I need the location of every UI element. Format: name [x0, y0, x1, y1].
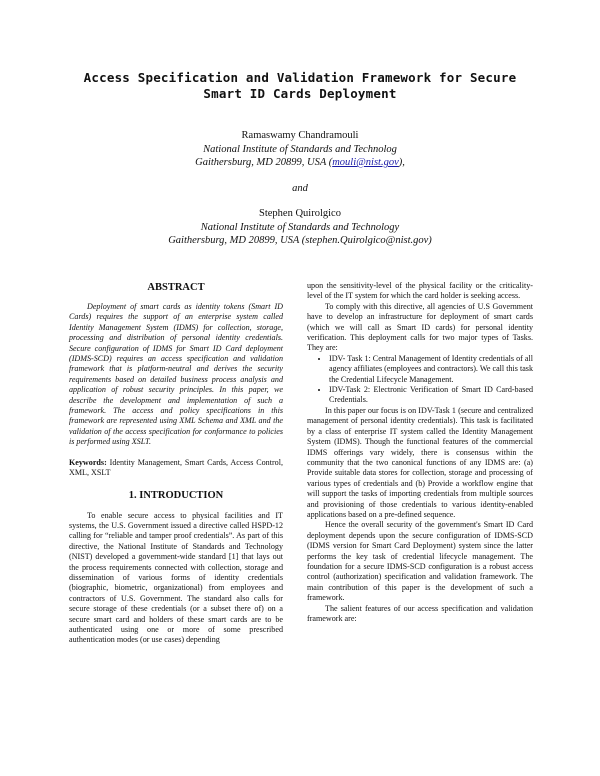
task-list	[307, 354, 533, 406]
author-1-email-link[interactable]: mouli@nist.gov	[332, 157, 399, 168]
author-and: and	[292, 183, 308, 194]
paper-title	[40, 70, 560, 102]
author-2-affiliation: National Institute of Standards and Technology	[200, 221, 400, 233]
author-1-affiliation: National Institute of Standards and Technolog	[203, 143, 397, 155]
keywords	[69, 458, 283, 479]
author-block-2	[40, 207, 560, 248]
author-1-address	[40, 156, 560, 170]
title-line-2: Smart ID Cards Deployment	[203, 86, 397, 101]
right-paragraph-4: Hence the overall security of the government's Smart ID Card deployment depends upon the secure configuration of IDMS-SCD (IDMS version for Smart Card Deployment) system since the latter performs the key task of credential lifecycle management. The foundation for a secure IDMS-SCD configuration is a robust access control (authorization) specification and validation framework. The main contribution of this paper is the development of such a framework.	[307, 520, 533, 603]
author-1-address-suffix: ),	[398, 157, 405, 168]
intro-paragraph-1: To enable secure access to physical facilities and IT systems, the U.S. Government issued a directive called HSPD-12 calling for “reliable and tamper proof credentials”. As part of this directive, the National Institute of Standards and Technology (NIST) developed a government-wide standard [1] that lays out the process requirements connected with collection, storage and dissemination of various forms of identity credentials (biographic, biometric, organizational) from employees and contractors of U.S. Government. The standard also calls for secure storage of these credentials (or a subset there of) on a secure smart card and holders of these smart cards are to be authenticated using one or more of some prescribed authentication modes (or use cases) depending	[69, 510, 283, 645]
title-line-1: Access Specification and Validation Framework for Secure	[83, 70, 517, 85]
keywords-text: Identity Management, Smart Cards, Access Control, XML, XSLT	[69, 457, 283, 478]
abstract-heading: ABSTRACT	[147, 282, 205, 293]
task-list-item: • IDV- Task 1: Central Management of Identity credentials of all agency affiliates (employees and contractors). We call this task the Credential Lifecycle Management.	[329, 354, 533, 385]
abstract-body: Deployment of smart cards as identity tokens (Smart ID Cards) requires the support of an enterprise system called Identity Management System (IDMS) for collection, storage, processing and distribution of personal identity credentials. Secure configuration of IDMS for Smart ID Card deployment (IDMS-SCD) requires an access specification and validation framework that is platform-neutral and derives the security requirements based on detailed business process analysis and application of robust security principles. In this paper, we describe the development and implementation of such a framework. The access and policy specifications in this framework are represented using XML Schema and XML and the validation of the access specification for conformance to policies is performed using XSLT.	[69, 302, 283, 447]
author-1-name: Ramaswamy Chandramouli	[241, 130, 359, 141]
right-column	[307, 281, 533, 624]
author-block-1	[40, 129, 560, 170]
introduction-heading: 1. INTRODUCTION	[128, 489, 224, 501]
left-column	[69, 281, 283, 646]
keywords-label: Keywords:	[69, 457, 107, 467]
task-list-item: • IDV-Task 2: Electronic Verification of Smart ID Card-based Credentials.	[329, 385, 533, 406]
right-paragraph-5: The salient features of our access specification and validation framework are:	[307, 603, 533, 623]
author-2-address: Gaithersburg, MD 20899, USA (stephen.Quirolgico@nist.gov)	[168, 235, 432, 246]
author-2-name: Stephen Quirolgico	[259, 208, 341, 219]
right-paragraph-2: To comply with this directive, all agencies of U.S Government have to develop an infrastructure for deployment of smart cards (which we will call as Smart ID cards) for personal identity verification. This deployment calls for two major types of Tasks. They are:	[307, 301, 533, 353]
right-paragraph-1: upon the sensitivity-level of the physical facility or the criticality-level of the IT system for which the card holder is seeking access.	[307, 281, 533, 301]
right-paragraph-3: In this paper our focus is on IDV-Task 1 (secure and centralized management of personal identity credentials). This task is facilitated by a class of enterprise IT system called the Identity Management System (IDMS). Though the functional features of the commercial IDMS offerings vary widely, there is consensus within the community that the two canonical functions of any IDMS are: (a) Provide suitable data stores for collection, storage and processing of various types of credentials and (b) Provide a workflow engine that will support the tasks of importing credentials from multiple sources and provisioning of those credentials to various identity-enabled applications based on a pre-defined sequence.	[307, 405, 533, 519]
author-1-address-prefix: Gaithersburg, MD 20899, USA (	[195, 157, 333, 168]
